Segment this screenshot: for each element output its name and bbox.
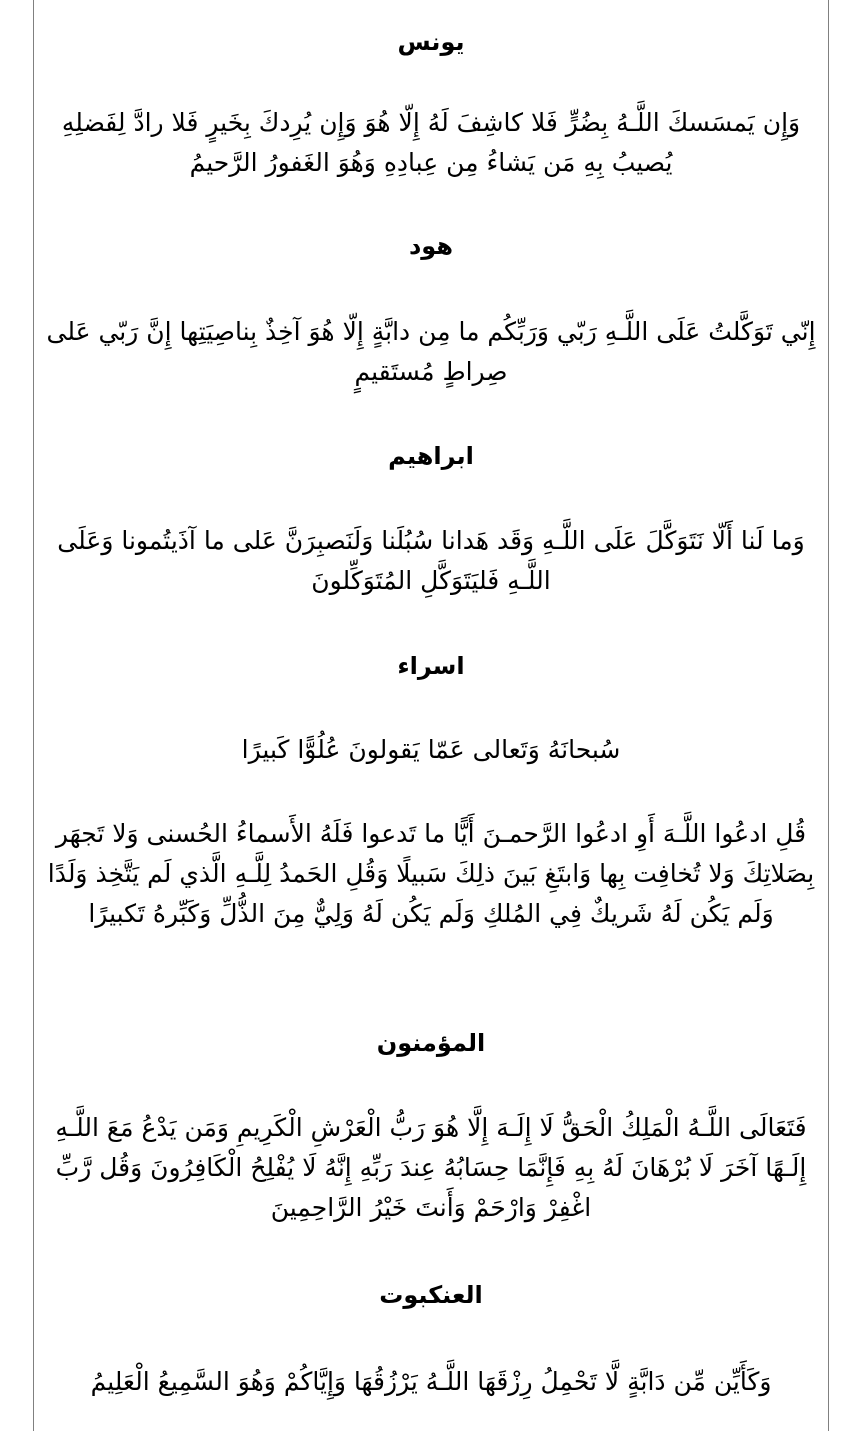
section-heading-ankabut: العنكبوت: [379, 1281, 483, 1309]
section-heading-muminun: المؤمنون: [376, 1029, 486, 1057]
verse-yunus: وَإِن يَمسَسكَ اللَّـهُ بِضُرٍّ فَلا كاشِفَ لَهُ إِلّا هُوَ وَإِن يُرِدكَ بِخَيرٍ فَلا رادَّ لِفَضلِهِ يُصيبُ بِهِ مَن يَشاءُ مِن عِبادِهِ وَهُوَ الغَفورُ الرَّحيمُ: [61, 108, 801, 177]
verse-isra-2: قُلِ ادعُوا اللَّـهَ أَوِ ادعُوا الرَّحمـنَ أَيًّا ما تَدعوا فَلَهُ الأَسماءُ الحُسنى وَلا تَجهَر بِصَلاتِكَ وَلا تُخافِت بِها وَابتَغِ بَينَ ذلِكَ سَبيلًا وَقُلِ الحَمدُ لِلَّـهِ الَّذي لَم يَتَّخِذ وَلَدًا وَلَم يَكُن لَهُ شَريكٌ فِي المُلكِ وَلَم يَكُن لَهُ وَلِيٌّ مِنَ الذُّلِّ وَكَبِّرهُ تَكبيرًا: [47, 819, 815, 928]
document-page: [33, 0, 829, 1431]
verse-muminun: فَتَعَالَى اللَّـهُ الْمَلِكُ الْحَقُّ لَا إِلَـهَ إِلَّا هُوَ رَبُّ الْعَرْشِ الْكَرِيمِ وَمَن يَدْعُ مَعَ اللَّـهِ إِلَـهًا آخَرَ لَا بُرْهَانَ لَهُ بِهِ فَإِنَّمَا حِسَابُهُ عِندَ رَبِّهِ إِنَّهُ لَا يُفْلِحُ الْكَافِرُونَ وَقُل رَّبِّ اغْفِرْ وَارْحَمْ وَأَنتَ خَيْرُ الرَّاحِمِينَ: [55, 1113, 807, 1222]
verse-hud: إِنّي تَوَكَّلتُ عَلَى اللَّـهِ رَبّي وَرَبِّكُم ما مِن دابَّةٍ إِلّا هُوَ آخِذٌ بِناصِيَتِها إِنَّ رَبّي عَلى صِراطٍ مُستَقيمٍ: [46, 317, 816, 386]
verse-isra-1: سُبحانَهُ وَتَعالى عَمّا يَقولونَ عُلُوًّا كَبيرًا: [241, 735, 621, 764]
section-heading-isra: اسراء: [397, 652, 465, 680]
section-heading-yunus: يونس: [397, 28, 465, 56]
section-heading-ibrahim: ابراهيم: [388, 442, 474, 470]
verse-ibrahim: وَما لَنا أَلّا نَتَوَكَّلَ عَلَى اللَّـهِ وَقَد هَدانا سُبُلَنا وَلَنَصبِرَنَّ عَلى ما آذَيتُمونا وَعَلَى اللَّـهِ فَليَتَوَكَّلِ المُتَوَكِّلونَ: [57, 526, 805, 595]
verse-ankabut: وَكَأَيِّن مِّن دَابَّةٍ لَّا تَحْمِلُ رِزْقَهَا اللَّـهُ يَرْزُقُهَا وَإِيَّاكُمْ وَهُوَ السَّمِيعُ الْعَلِيمُ: [90, 1367, 772, 1396]
section-heading-hud: هود: [408, 232, 453, 260]
